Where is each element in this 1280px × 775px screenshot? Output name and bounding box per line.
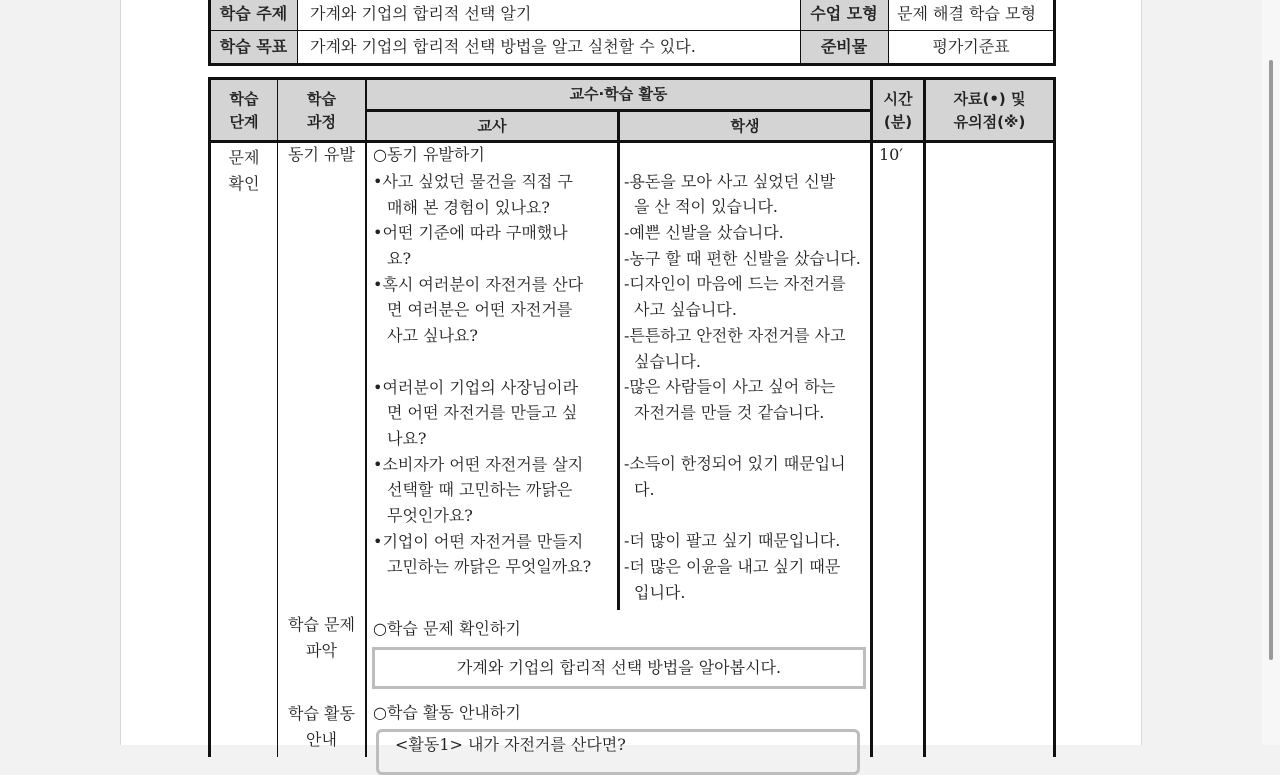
model-value: 문제 해결 학습 모형	[897, 4, 1036, 23]
prep-label: 준비물	[820, 37, 868, 56]
teacher-heading: ○동기 유발하기	[373, 145, 485, 164]
teacher-line: •여러분이 기업의 사장님이라	[373, 377, 579, 397]
student-line: 자전거를 만들 것 같습니다.	[634, 402, 825, 422]
col-materials-header: 자료(•) 및 유의점(※)	[953, 90, 1026, 131]
lesson-table	[208, 77, 1056, 757]
problem-heading: ○학습 문제 확인하기	[373, 619, 521, 638]
teacher-line: 요?	[387, 249, 412, 269]
student-line: 입니다.	[634, 582, 686, 602]
teacher-line: 고민하는 까닭은 무엇일까요?	[387, 557, 592, 577]
teacher-line: •혹시 여러분이 자전거를 산다	[373, 274, 584, 294]
col-teacher-header: 교사	[477, 117, 507, 135]
col-student-header: 학생	[730, 117, 760, 135]
student-lines	[624, 143, 866, 605]
student-line	[624, 143, 866, 169]
student-line: -소득이 한정되어 있기 때문입니	[624, 454, 846, 474]
student-line: 을 산 적이 있습니다.	[634, 197, 778, 217]
process-problem: 학습 문제 파악	[288, 615, 355, 660]
problem-statement: 가계와 기업의 합리적 선택 방법을 알아봅시다.	[456, 658, 782, 677]
teacher-line: •기업이 어떤 자전거를 만들지	[373, 531, 584, 551]
activity-box	[376, 729, 860, 775]
student-line: -많은 사람들이 사고 싶어 하는	[624, 377, 836, 397]
activity-box-title: <활동1> 내가 자전거를 산다면?	[395, 735, 626, 754]
teacher-line: 면 여러분은 어떤 자전거를	[387, 300, 573, 320]
student-line: -튼튼하고 안전한 자전거를 사고	[624, 325, 846, 345]
teacher-line: •소비자가 어떤 자전거를 살지	[373, 454, 584, 474]
teacher-line: 선택할 때 고민하는 까닭은	[387, 480, 573, 500]
student-line: -디자인이 마음에 드는 자전거를	[624, 274, 846, 294]
subject-value: 가계와 기업의 합리적 선택 알기	[310, 4, 532, 23]
process-guide: 학습 활동 안내	[288, 704, 355, 749]
model-label: 수업 모형	[810, 4, 878, 23]
student-line: -농구 할 때 편한 신발을 샀습니다.	[624, 248, 861, 268]
student-line: -용돈을 모아 사고 싶었던 신발	[624, 171, 836, 191]
student-line	[624, 503, 866, 529]
process-motivation: 동기 유발	[288, 145, 355, 164]
student-line: -예쁜 신발을 샀습니다.	[624, 223, 784, 243]
guide-heading: ○학습 활동 안내하기	[373, 703, 521, 722]
prep-value: 평가기준표	[932, 37, 1010, 56]
goal-value: 가계와 기업의 합리적 선택 방법을 알고 실천할 수 있다.	[310, 37, 696, 56]
col-time-header: 시간 (분)	[883, 90, 913, 131]
col-stage-header: 학습 단계	[229, 90, 259, 131]
teacher-line: 무엇인가요?	[387, 505, 473, 525]
stage-cell: 문제 확인	[228, 148, 260, 193]
teacher-line: •사고 싶었던 물건을 직접 구	[373, 172, 573, 191]
problem-statement-box	[372, 647, 866, 689]
student-line: 사고 싶습니다.	[634, 300, 737, 320]
teacher-line: 사고 싶나요?	[387, 326, 478, 346]
student-line: 다.	[634, 479, 655, 499]
teacher-line: 나요?	[387, 428, 427, 448]
info-table	[208, 0, 1056, 66]
student-line	[624, 426, 866, 452]
goal-label: 학습 목표	[219, 37, 288, 56]
student-line: 싶습니다.	[634, 351, 701, 371]
teacher-lines	[373, 169, 608, 580]
teacher-line: 면 어떤 자전거를 만들고 싶	[387, 403, 578, 423]
subject-label: 학습 주제	[219, 4, 288, 23]
student-line: -더 많이 팔고 싶기 때문입니다.	[624, 531, 841, 551]
teacher-line: 매해 본 경험이 있나요?	[387, 197, 550, 217]
teacher-line: •어떤 기준에 따라 구매했나	[373, 223, 568, 243]
time-cell: 10′	[879, 145, 903, 164]
col-activity-header: 교수·학습 활동	[569, 85, 668, 103]
teacher-line	[373, 349, 608, 375]
scrollbar-thumb[interactable]	[1269, 60, 1273, 660]
col-process-header: 학습 과정	[307, 90, 336, 131]
student-line: -더 많은 이윤을 내고 싶기 때문	[624, 557, 841, 576]
